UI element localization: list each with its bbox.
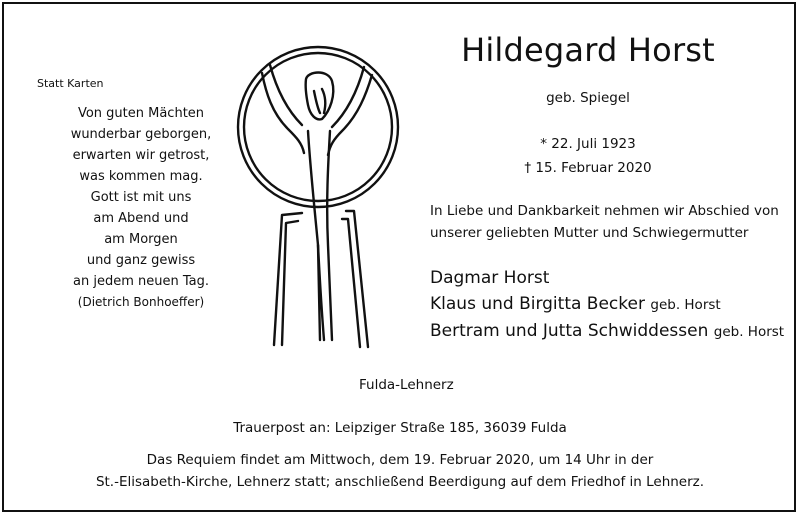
farewell-line: In Liebe und Dankbarkeit nehmen wir Abschied von (430, 203, 779, 219)
family-member (430, 265, 784, 291)
place: Fulda-Lehnerz (359, 377, 454, 393)
farewell-line: unserer geliebten Mutter und Schwiegermutter (430, 225, 749, 241)
family-member-suffix: geb. Horst (650, 297, 721, 313)
requiem-line: St.-Elisabeth-Kirche, Lehnerz statt; anschließend Beerdigung auf dem Friedhof in Lehnerz. (95, 474, 705, 490)
requiem-line: Das Requiem findet am Mittwoch, dem 19. Februar 2020, um 14 Uhr in der (146, 452, 654, 468)
family-list (430, 265, 784, 345)
family-member-name: Klaus und Birgitta Becker (430, 294, 645, 314)
birth-name: geb. Spiegel (546, 90, 630, 106)
poem-line: am Abend und (93, 211, 189, 226)
risen-figure-icon (232, 35, 400, 349)
poem-line: und ganz gewiss (86, 253, 196, 268)
family-member-name: Dagmar Horst (430, 268, 550, 288)
birth-date: * 22. Juli 1923 (540, 136, 636, 152)
deceased-name: Hildegard Horst (461, 31, 715, 69)
trauerpost-address: Trauerpost an: Leipziger Straße 185, 36039 Fulda (233, 420, 567, 436)
poem (48, 103, 234, 292)
family-member-name: Bertram und Jutta Schwiddessen (430, 321, 709, 341)
poem-line: erwarten wir getrost, (72, 148, 210, 163)
family-member (430, 318, 784, 345)
farewell-text (430, 200, 779, 244)
poem-author: (Dietrich Bonhoeffer) (77, 295, 205, 309)
poem-line: Gott ist mit uns (90, 190, 192, 205)
poem-line: am Morgen (104, 232, 178, 247)
poem-line: wunderbar geborgen, (70, 127, 212, 142)
family-member-suffix: geb. Horst (713, 324, 785, 340)
poem-line: was kommen mag. (79, 169, 203, 184)
death-date: † 15. Februar 2020 (524, 160, 652, 176)
poem-line: an jedem neuen Tag. (73, 274, 209, 289)
poem-line: Von guten Mächten (77, 106, 205, 121)
statt-karten-label: Statt Karten (37, 77, 104, 90)
family-member (430, 291, 784, 318)
requiem-info (0, 449, 800, 493)
